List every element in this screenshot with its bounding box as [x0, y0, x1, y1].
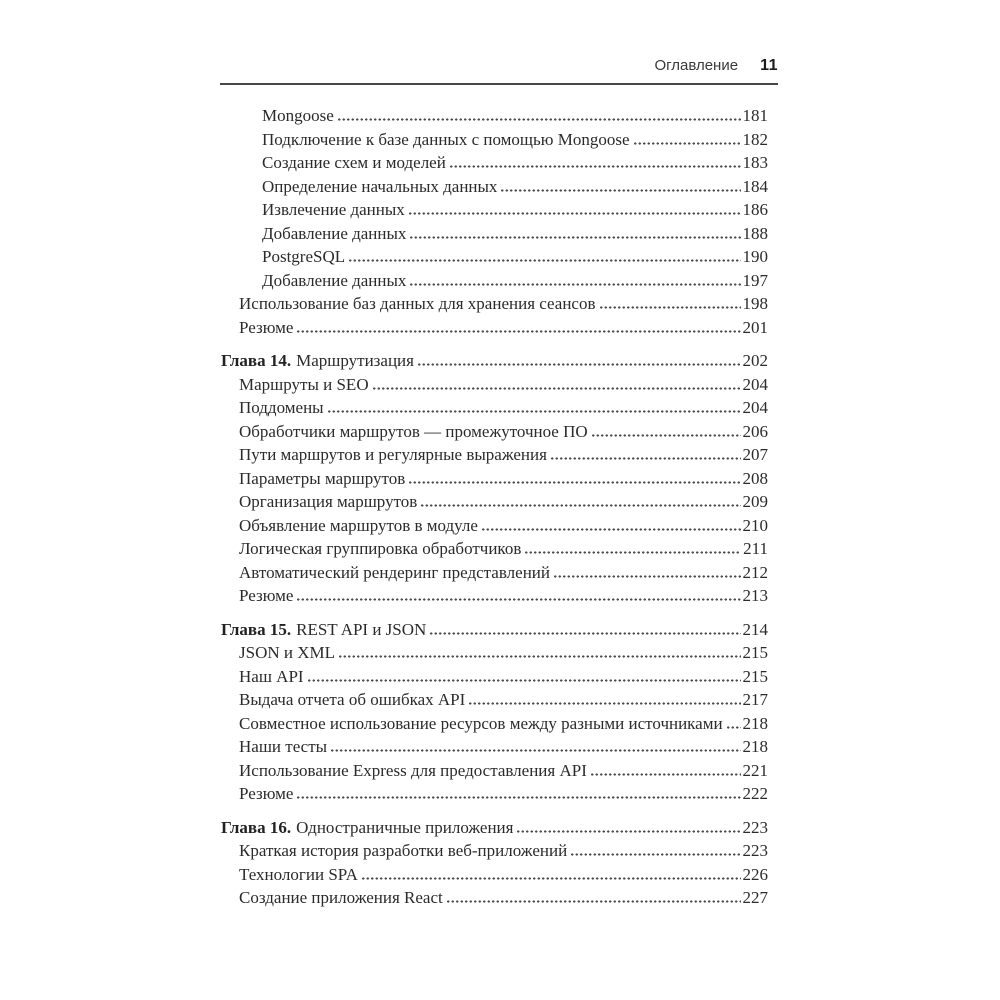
toc-entry-page: 211	[743, 539, 768, 558]
toc-entry-title	[220, 151, 446, 175]
toc-entry-row	[220, 688, 768, 712]
toc-entry-title	[220, 584, 293, 608]
toc-entry-title	[220, 514, 478, 538]
toc-entry-text: Определение начальных данных	[262, 176, 498, 196]
leader-dots	[599, 304, 741, 309]
toc-entry-text: Наши тесты	[239, 737, 328, 756]
running-header	[220, 57, 778, 85]
toc-entry-page: 197	[742, 270, 768, 290]
toc-entry-page: 213	[742, 586, 768, 605]
toc-entry-title	[220, 561, 550, 585]
toc-entry-page: 182	[742, 129, 768, 149]
chapter-number-prefix: Глава 14.	[221, 351, 292, 370]
toc-entry-row	[220, 222, 768, 246]
toc-entry-row	[220, 712, 768, 736]
toc-entry-page: 204	[742, 374, 768, 394]
toc-entry-page: 186	[742, 200, 768, 219]
leader-dots	[330, 747, 740, 752]
toc-chapter-row	[220, 816, 768, 840]
toc-entry-text: Добавление данных	[262, 270, 407, 290]
toc-entry-row	[220, 420, 768, 444]
toc-entry-page: 209	[742, 492, 768, 511]
leader-dots	[590, 771, 741, 776]
toc-entry-page: 208	[742, 468, 768, 488]
toc-entry-text: Использование баз данных для хранения сеансов	[239, 294, 596, 313]
toc-entry-row	[220, 863, 768, 887]
toc-entry-title	[220, 373, 369, 397]
toc-entry-row	[220, 104, 768, 128]
toc-entry-title	[220, 641, 335, 665]
toc-entry-title	[220, 782, 293, 806]
leader-dots	[338, 653, 741, 658]
running-header-title: Оглавление	[654, 57, 739, 74]
toc-entry-title	[220, 420, 588, 444]
toc-entry-text: Параметры маршрутов	[239, 468, 406, 488]
toc-entry-page: 201	[742, 317, 768, 337]
toc-entry-title	[220, 292, 596, 316]
leader-dots	[420, 502, 740, 507]
toc-list	[220, 104, 768, 910]
toc-entry-page: 183	[742, 153, 768, 172]
leader-dots	[361, 875, 741, 880]
toc-entry-page: 188	[742, 223, 768, 243]
toc-entry-page: 223	[742, 841, 768, 860]
toc-entry-row	[220, 561, 768, 585]
leader-dots	[408, 479, 740, 484]
running-header-page-number: 11	[760, 57, 778, 74]
toc-entry-title	[220, 198, 405, 222]
toc-entry-text: Mongoose	[262, 106, 334, 125]
toc-entry-title	[220, 316, 293, 340]
toc-entry-text: Поддомены	[239, 398, 324, 417]
toc-entry-title	[220, 759, 587, 783]
toc-entry-title	[220, 175, 497, 199]
toc-entry-title	[220, 222, 406, 246]
toc-entry-text: Краткая история разработки веб-приложений	[239, 841, 568, 860]
leader-dots	[550, 455, 741, 460]
toc-entry-text: Совместное использование ресурсов между разными источниками	[239, 713, 723, 733]
toc-entry-page: 226	[742, 864, 768, 884]
leader-dots	[553, 573, 741, 578]
leader-dots	[570, 851, 740, 856]
leader-dots	[446, 898, 741, 903]
leader-dots	[726, 724, 741, 729]
toc-entry-page: 218	[742, 713, 768, 733]
toc-entry-title	[220, 349, 414, 373]
toc-entry-row	[220, 641, 768, 665]
toc-entry-text: Пути маршрутов и регулярные выражения	[239, 445, 547, 464]
toc-entry-title	[220, 245, 345, 269]
toc-entry-page: 207	[742, 445, 768, 464]
toc-entry-text: Использование Express для предоставления API	[239, 760, 587, 780]
toc-entry-text: Резюме	[239, 586, 294, 605]
toc-entry-row	[220, 128, 768, 152]
toc-entry-page: 181	[742, 106, 768, 125]
leader-dots	[500, 187, 740, 192]
toc-entry-row	[220, 443, 768, 467]
toc-entry-title	[220, 443, 547, 467]
toc-entry-page: 215	[742, 643, 768, 662]
toc-entry-row	[220, 490, 768, 514]
toc-entry-page: 223	[742, 817, 768, 837]
toc-entry-row	[220, 759, 768, 783]
toc-chapter-row	[220, 349, 768, 373]
toc-entry-row	[220, 269, 768, 293]
leader-dots	[449, 163, 741, 168]
toc-chapter-row	[220, 618, 768, 642]
toc-entry-row	[220, 292, 768, 316]
toc-entry-text: Организация маршрутов	[239, 492, 418, 511]
toc-entry-row	[220, 514, 768, 538]
toc-entry-title	[220, 269, 406, 293]
toc-entry-row	[220, 537, 768, 561]
toc-entry-title	[220, 104, 334, 128]
toc-entry-page: 222	[742, 784, 768, 803]
leader-dots	[633, 140, 741, 145]
toc-entry-row	[220, 665, 768, 689]
leader-dots	[296, 596, 740, 601]
toc-entry-page: 214	[742, 619, 768, 639]
toc-entry-text: Автоматический рендеринг представлений	[239, 562, 550, 582]
toc-entry-text: Создание приложения React	[239, 888, 443, 907]
toc-entry-title	[220, 537, 521, 561]
toc-entry-row	[220, 198, 768, 222]
toc-entry-row	[220, 886, 768, 910]
toc-entry-page: 198	[742, 294, 768, 313]
toc-entry-title	[220, 735, 327, 759]
toc-entry-row	[220, 245, 768, 269]
toc-entry-text: Подключение к базе данных с помощью Mongoose	[262, 129, 630, 149]
toc-entry-title	[220, 816, 513, 840]
toc-entry-text: Резюме	[239, 317, 294, 337]
toc-entry-text: Выдача отчета об ошибках API	[239, 690, 466, 709]
toc-entry-title	[220, 839, 567, 863]
toc-entry-text: Маршрутизация	[296, 351, 414, 370]
toc-entry-row	[220, 584, 768, 608]
toc-entry-row	[220, 467, 768, 491]
toc-entry-title	[220, 712, 723, 736]
toc-entry-row	[220, 373, 768, 397]
leader-dots	[429, 630, 740, 635]
leader-dots	[296, 794, 740, 799]
chapter-number-prefix: Глава 15.	[221, 619, 292, 639]
toc-entry-page: 215	[742, 666, 768, 686]
leader-dots	[591, 432, 741, 437]
leader-dots	[481, 526, 741, 531]
toc-entry-row	[220, 839, 768, 863]
toc-entry-row	[220, 175, 768, 199]
leader-dots	[372, 385, 741, 390]
toc-entry-page: 212	[742, 562, 768, 582]
toc-entry-text: Наш API	[239, 666, 304, 686]
leader-dots	[409, 234, 740, 239]
leader-dots	[296, 328, 740, 333]
leader-dots	[524, 549, 741, 554]
toc-entry-row	[220, 316, 768, 340]
toc-entry-page: 218	[742, 737, 768, 756]
toc-entry-text: JSON и XML	[239, 643, 335, 662]
toc-entry-text: Одностраничные приложения	[296, 817, 514, 837]
toc-entry-row	[220, 735, 768, 759]
toc-entry-text: Технологии SPA	[239, 864, 358, 884]
toc-entry-text: Маршруты и SEO	[239, 374, 369, 394]
toc-entry-page: 217	[742, 690, 768, 709]
toc-entry-page: 206	[742, 421, 768, 441]
toc-entry-title	[220, 128, 630, 152]
toc-entry-text: Добавление данных	[262, 223, 407, 243]
toc-entry-text: Объявление маршрутов в модуле	[239, 515, 478, 535]
toc-entry-title	[220, 886, 443, 910]
toc-entry-title	[220, 396, 324, 420]
toc-entry-row	[220, 782, 768, 806]
leader-dots	[327, 408, 741, 413]
toc-entry-title	[220, 618, 426, 642]
leader-dots	[409, 281, 740, 286]
toc-entry-text: Логическая группировка обработчиков	[239, 539, 522, 558]
toc-entry-page: 210	[742, 515, 768, 535]
leader-dots	[417, 361, 741, 366]
toc-entry-row	[220, 151, 768, 175]
toc-entry-title	[220, 490, 417, 514]
toc-entry-page: 202	[742, 351, 768, 370]
toc-entry-page: 204	[742, 398, 768, 417]
toc-entry-text: Извлечение данных	[262, 200, 405, 219]
leader-dots	[337, 116, 741, 121]
toc-entry-text: PostgreSQL	[262, 247, 346, 266]
leader-dots	[348, 257, 740, 262]
toc-entry-page: 184	[742, 176, 768, 196]
leader-dots	[408, 210, 741, 215]
leader-dots	[307, 677, 741, 682]
leader-dots	[468, 700, 740, 705]
toc-entry-row	[220, 396, 768, 420]
leader-dots	[516, 828, 740, 833]
toc-entry-title	[220, 688, 465, 712]
toc-entry-title	[220, 863, 358, 887]
chapter-number-prefix: Глава 16.	[221, 817, 292, 837]
toc-entry-title	[220, 665, 304, 689]
toc-entry-page: 221	[742, 760, 768, 780]
toc-entry-page: 227	[742, 888, 768, 907]
toc-entry-text: REST API и JSON	[296, 619, 427, 639]
toc-entry-text: Создание схем и моделей	[262, 153, 446, 172]
toc-entry-page: 190	[742, 247, 768, 266]
toc-entry-text: Обработчики маршрутов — промежуточное ПО	[239, 421, 588, 441]
toc-entry-title	[220, 467, 405, 491]
toc-entry-text: Резюме	[239, 784, 294, 803]
